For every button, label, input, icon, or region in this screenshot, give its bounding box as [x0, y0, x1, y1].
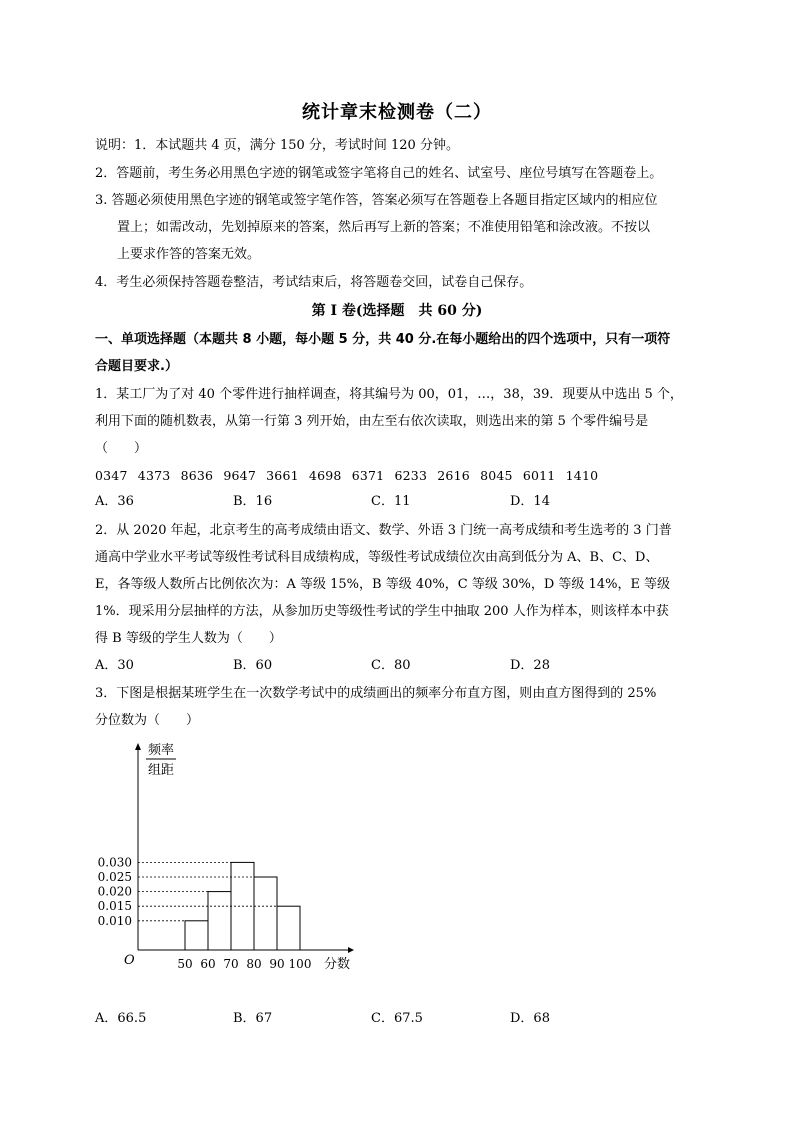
- y-tick-label: 0.030: [97, 855, 132, 870]
- q2-line5: 得 B 等级的学生人数为（ ）: [95, 631, 282, 646]
- frequency-histogram: [90, 732, 370, 977]
- y-label-numerator: 频率: [148, 743, 175, 758]
- q3-option-b: B．67: [233, 1011, 273, 1026]
- x-tick-label: 70: [223, 957, 239, 971]
- q2-option-d: D．28: [510, 658, 550, 673]
- instruction-3a: 3. 答题必须使用黑色字迹的钢笔或签字笔作答，答案必须写在答题卷上各题目指定区域内的相应位: [95, 193, 658, 208]
- histogram-bar: [208, 892, 231, 950]
- q2-line4: 1%．现采用分层抽样的方法，从参加历史等级性考试的学生中抽取 200 人作为样本，则该样本中获: [95, 604, 669, 619]
- y-tick-label: 0.010: [97, 913, 132, 928]
- q1-line1: 1．某工厂为了对 40 个零件进行抽样调查，将其编号为 00，01，…，38，39．现要从中选出 5 个，: [95, 387, 683, 402]
- histogram-bar: [185, 921, 208, 950]
- random-number-table: 0347 4373 8636 9647 3661 4698 6371 6233 2616 8045 6011 1410: [95, 468, 599, 483]
- x-axis-label: 分数: [324, 957, 351, 972]
- x-tick-label: 80: [246, 957, 262, 971]
- q1-option-a: A．36: [95, 494, 134, 509]
- histogram-bar: [254, 877, 277, 950]
- q3-line2: 分位数为（ ）: [95, 713, 200, 728]
- y-tick-label: 0.025: [97, 870, 132, 884]
- q1-option-b: B．16: [233, 494, 273, 509]
- x-axis-arrow: [348, 947, 354, 953]
- x-tick-label: 60: [200, 957, 216, 971]
- q2-option-c: C．80: [371, 658, 411, 673]
- q1-line2: 利用下面的随机数表，从第一行第 3 列开始，由左至右依次读取，则选出来的第 5 个零件编号是: [95, 414, 649, 429]
- page-title: 统计章末检测卷（二）: [302, 102, 492, 123]
- q3-option-a: A．66.5: [95, 1011, 147, 1026]
- q3-option-d: D．68: [510, 1011, 550, 1026]
- q2-line3: E，各等级人数所占比例依次为：A 等级 15%，B 等级 40%，C 等级 30%，D 等级 14%，E 等级: [95, 577, 671, 592]
- part1-heading-b: 合题目要求.）: [95, 359, 178, 374]
- q1-line3: （ ）: [95, 441, 148, 456]
- origin-label: O: [124, 953, 135, 968]
- instruction-2: 2．答题前，考生务必用黑色字迹的钢笔或签字笔将自己的姓名、试室号、座位号填写在答题卷上。: [95, 166, 663, 181]
- x-tick-label: 100: [288, 957, 312, 971]
- x-tick-label: 50: [177, 957, 193, 971]
- instruction-3b: 置上；如需改动，先划掉原来的答案，然后再写上新的答案；不准使用铅笔和涂改液。不按以: [117, 220, 651, 235]
- y-label-denominator: 组距: [148, 763, 175, 778]
- q2-line2: 通高中学业水平考试等级性考试科目成绩构成，等级性考试成绩位次由高到低分为 A、B、C、D、: [95, 550, 659, 565]
- part1-heading-a: 一、单项选择题（本题共 8 小题，每小题 5 分，共 40 分.在每小题给出的四个选项中，只有一项符: [95, 332, 671, 347]
- instruction-4: 4．考生必须保持答题卷整洁，考试结束后，将答题卷交回，试卷自己保存。: [95, 275, 533, 290]
- section-title: 第 I 卷(选择题 共 60 分): [311, 303, 483, 319]
- y-axis-arrow: [135, 743, 141, 750]
- x-tick-label: 90: [269, 957, 285, 971]
- q3-option-c: C．67.5: [371, 1011, 423, 1026]
- y-tick-label: 0.015: [97, 899, 132, 914]
- q2-option-b: B．60: [233, 658, 273, 673]
- histogram-bar: [277, 906, 300, 950]
- q1-option-c: C．11: [371, 494, 411, 509]
- q3-line1: 3．下图是根据某班学生在一次数学考试中的成绩画出的频率分布直方图，则由直方图得到的 25%: [95, 686, 657, 701]
- y-tick-label: 0.020: [97, 884, 132, 899]
- instruction-3c: 上要求作答的答案无效。: [117, 247, 261, 262]
- instruction-1: 说明：1．本试题共 4 页，满分 150 分，考试时间 120 分钟。: [95, 138, 459, 153]
- q2-line1: 2．从 2020 年起，北京考生的高考成绩由语文、数学、外语 3 门统一高考成绩和考生选考的 3 门普: [95, 523, 672, 538]
- q1-option-d: D．14: [510, 494, 550, 509]
- q2-option-a: A．30: [95, 658, 134, 673]
